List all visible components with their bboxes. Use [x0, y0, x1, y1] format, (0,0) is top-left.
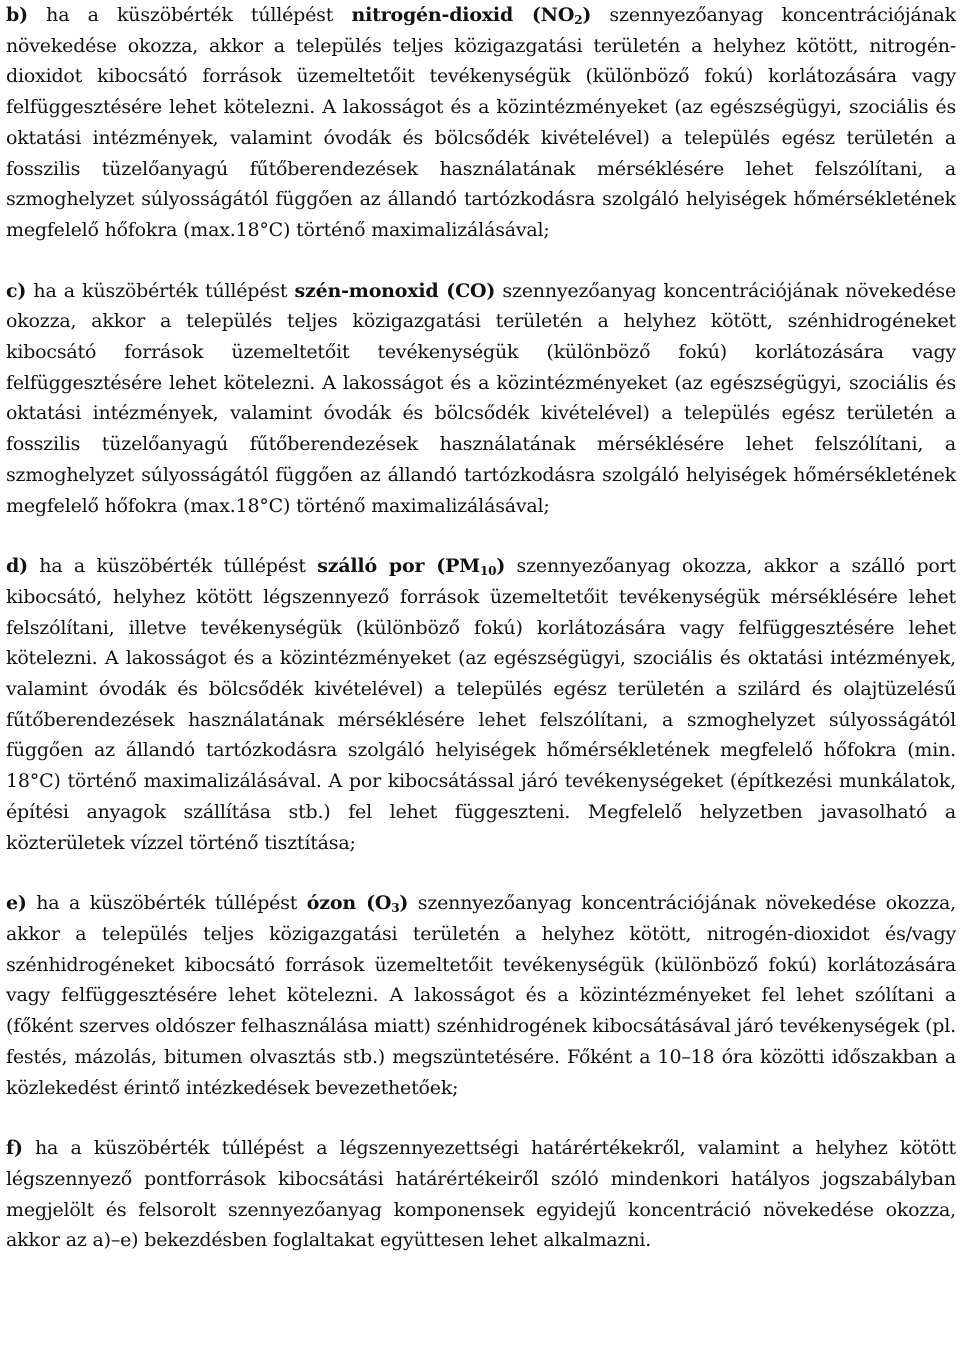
paragraph-spacer [6, 858, 956, 888]
pollutant-name-b: nitrogén-dioxid (NO [351, 4, 575, 26]
paragraph-b-body: szennyezőanyag koncentrációjának növekedése okozza, akkor a település teljes közigazgatási területén a helyhez kötött, nitrogén-dioxidot kibocsátó források üzemeltetőit tevékenységük (különböző fokú) korlátozására vagy felfüggesztésére lehet kötelezni. A lakosságot és a közintézményeket (az egészségügyi, szociális és oktatási intézmények, valamint óvodák és bölcsődék kivételével) a település egész területén a fosszilis tüzelőanyagú fűtőberendezések használatának mérséklésére lehet felszólítani, a szmoghelyzet súlyosságától függően az állandó tartózkodásra szolgáló helyiségek hőmérsékletének megfelelő hőfokra (max.18°C) történő maximalizálásával; [6, 4, 956, 241]
paragraph-f [6, 1133, 956, 1256]
paragraph-b [6, 0, 956, 246]
pollutant-name-c: szén-monoxid (CO) [294, 279, 496, 302]
paragraph-c-body: szennyezőanyag koncentrációjának növekedése okozza, akkor a település teljes közigazgatási területén a helyhez kötött, szénhidrogéneket kibocsátó források üzemeltetőit tevékenységük (különböző fokú) korlátozására vagy felfüggesztésére lehet kötelezni. A lakosságot és a közintézményeket (az egészségügyi, szociális és oktatási intézmények, valamint óvodák és bölcsődék kivételével) a település egész területén a fosszilis tüzelőanyagú fűtőberendezések használatának mérséklésére lehet felszólítani, a szmoghelyzet súlyosságától függően az állandó tartózkodásra szolgáló helyiségek hőmérsékletének megfelelő hőfokra (max.18°C) történő maximalizálásával; [6, 279, 956, 517]
paragraph-e [6, 888, 956, 1103]
pollutant-close-d: ) [496, 555, 506, 578]
paragraph-b-lead: ha a küszöbérték túllépést [27, 4, 352, 26]
paragraph-d-lead: ha a küszöbérték túllépést [27, 555, 318, 578]
paragraph-d-body: szennyezőanyag okozza, akkor a szálló port kibocsátó, helyhez kötött légszennyező források üzemeltetőit tevékenységük mérséklésére lehet felszólítani, illetve tevékenységük (különböző fokú) korlátozására vagy felfüggesztésére lehet kötelezni. A lakosságot és a közintézményeket (az egészségügyi, szociális és oktatási intézmények, valamint óvodák és bölcsődék kivételével) a település egész területén a szilárd és olajtüzelésű fűtőberendezések használatának mérséklésére lehet felszólítani, a szmoghelyzet súlyosságától függően az állandó tartózkodásra szolgáló helyiségek hőmérsékletének megfelelő hőfokra (min. 18°C) történő maximalizálásával. A por kibocsátással járó tevékenységeket (építkezési munkálatok, építési anyagok szállítása stb.) fel lehet függeszteni. Megfelelő helyzetben javasolható a közterületek vízzel történő tisztítása; [6, 555, 956, 854]
item-marker-e: e) [6, 892, 27, 915]
item-marker-d: d) [6, 555, 28, 578]
paragraph-f-lead: ha a küszöbérték túllépést a légszennyezettségi határértékekről, valamint a helyhez kötött légszennyező pontforrások kibocsátási határértékeiről szóló mindenkori hatályos jogszabályban megjelölt és felsorolt szennyezőanyag komponensek egyidejű koncentráció növekedése okozza, akkor az a)–e) bekezdésben foglaltakat együttesen lehet alkalmazni. [6, 1137, 956, 1252]
pollutant-name-e: ózon (O [306, 892, 392, 915]
pollutant-subscript-d: 10 [480, 564, 497, 579]
item-marker-f: f) [6, 1137, 23, 1160]
item-marker-c: c) [6, 279, 27, 302]
paragraph-spacer [6, 1103, 956, 1133]
item-marker-b: b) [6, 4, 28, 26]
paragraph-c-lead: ha a küszöbérték túllépést [26, 279, 295, 302]
paragraph-e-lead: ha a küszöbérték túllépést [26, 892, 307, 915]
paragraph-spacer [6, 521, 956, 551]
paragraph-d [6, 551, 956, 858]
paragraph-c [6, 276, 956, 522]
pollutant-subscript-e: 3 [391, 901, 400, 916]
pollutant-subscript-b: 2 [574, 13, 583, 27]
pollutant-name-d: szálló por (PM [317, 555, 481, 578]
paragraph-e-body: szennyezőanyag koncentrációjának növekedése okozza, akkor a település teljes közigazgatási területén a helyhez kötött, nitrogén-dioxidot és/vagy szénhidrogéneket kibocsátó források üzemeltetőit tevékenységük (különböző fokú) korlátozására vagy felfüggesztésére lehet kötelezni. A lakosságot és a közintézményeket fel lehet szólítani a (főként szerves oldószer felhasználása miatt) szénhidrogének kibocsátásával járó tevékenységek (pl. festés, mázolás, bitumen olvasztás stb.) megszüntetésére. Főként a 10–18 óra közötti időszakban a közlekedést érintő intézkedések bevezethetőek; [6, 892, 956, 1099]
paragraph-spacer [6, 246, 956, 276]
pollutant-close-b: ) [582, 4, 592, 26]
pollutant-close-e: ) [399, 892, 409, 915]
